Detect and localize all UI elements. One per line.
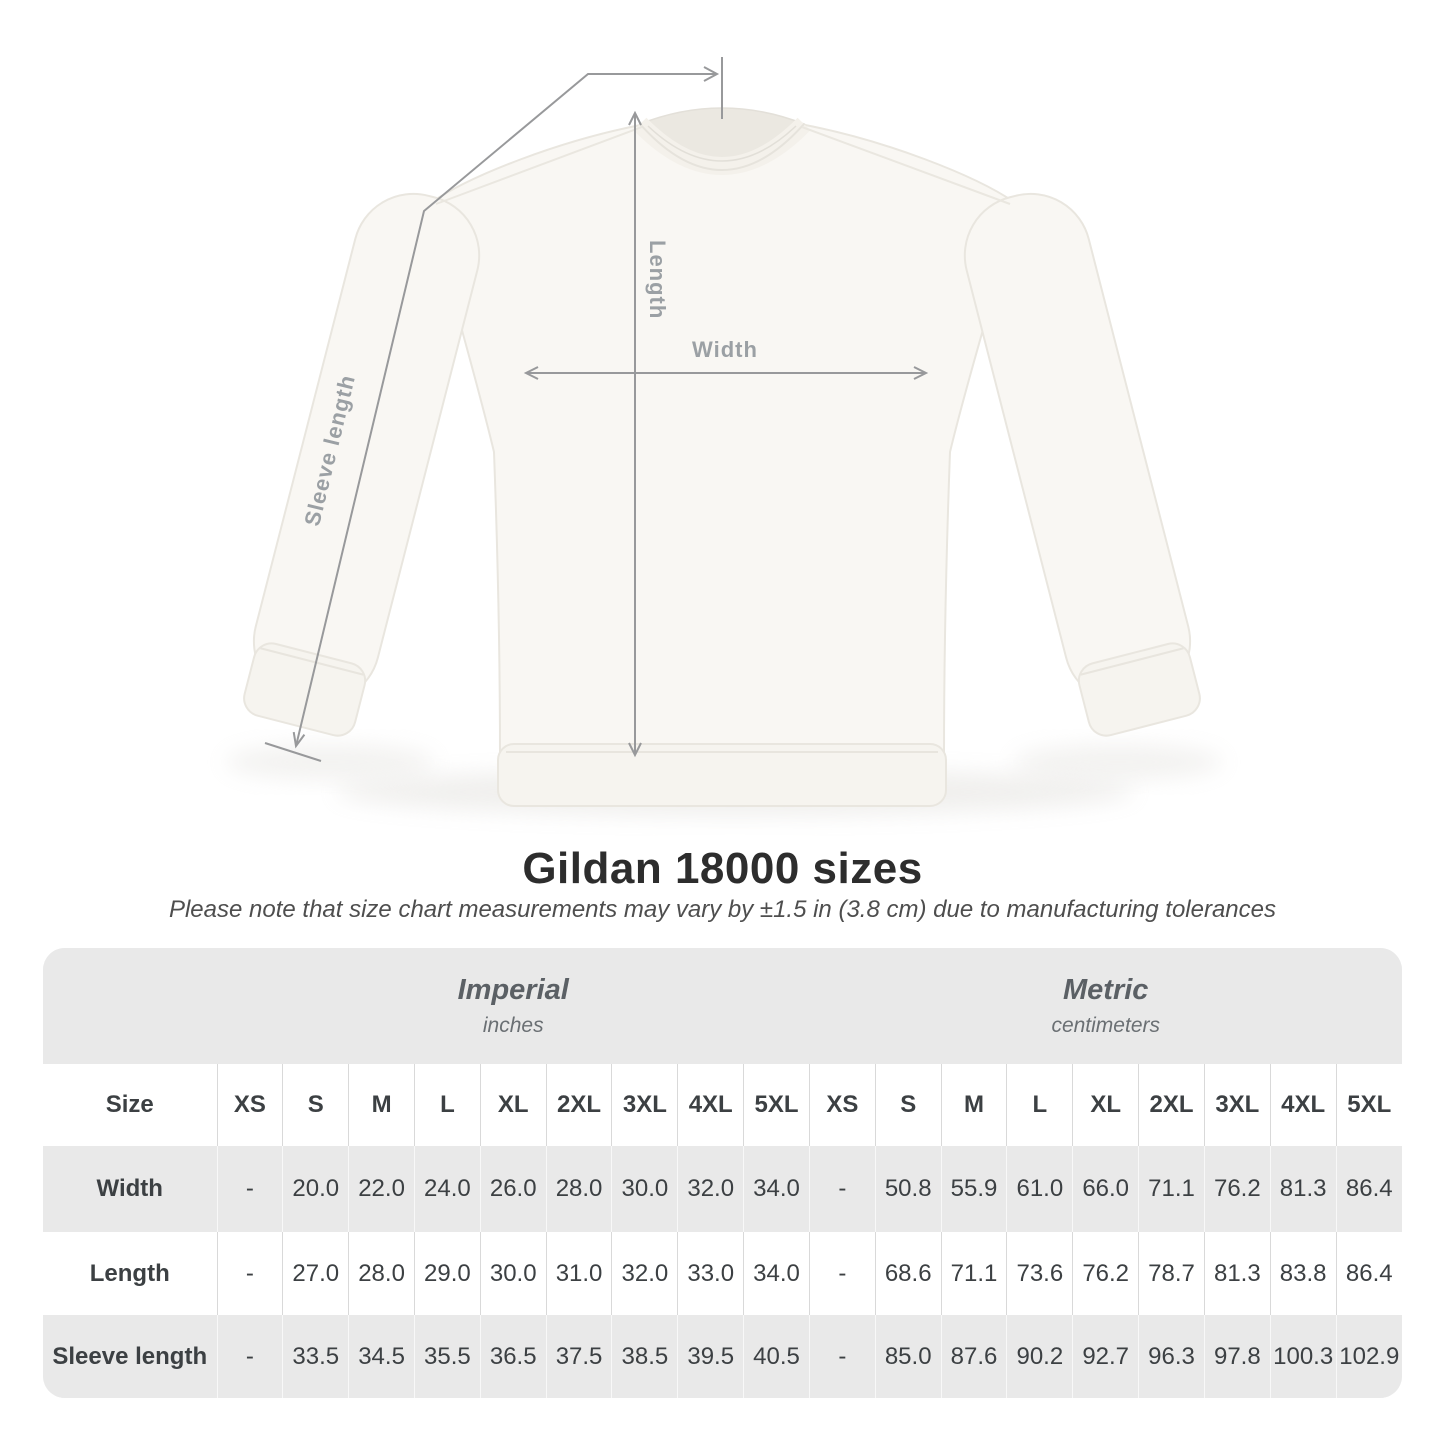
value-imperial-2xl: 31.0 [546, 1232, 612, 1315]
sleeve-length-measure-label: Sleeve length [299, 372, 361, 529]
value-imperial-xs: - [217, 1315, 283, 1398]
size-table-body [43, 948, 1402, 1398]
value-metric-xl: 92.7 [1073, 1315, 1139, 1398]
value-metric-s: 68.6 [875, 1232, 941, 1315]
value-imperial-4xl: 32.0 [678, 1146, 744, 1232]
band-corner-cell [43, 948, 217, 1064]
size-header-metric-l: L [1007, 1064, 1073, 1146]
size-header-metric-s: S [875, 1064, 941, 1146]
value-metric-5xl: 86.4 [1336, 1146, 1402, 1232]
size-header-imperial-s: S [283, 1064, 349, 1146]
size-header-imperial-3xl: 3XL [612, 1064, 678, 1146]
value-metric-xl: 66.0 [1073, 1146, 1139, 1232]
size-header-metric-m: M [941, 1064, 1007, 1146]
value-imperial-s: 27.0 [283, 1232, 349, 1315]
size-header-imperial-m: M [349, 1064, 415, 1146]
value-metric-s: 85.0 [875, 1315, 941, 1398]
value-metric-xs: - [809, 1146, 875, 1232]
size-header-metric-xs: XS [809, 1064, 875, 1146]
value-imperial-s: 20.0 [283, 1146, 349, 1232]
value-metric-xs: - [809, 1315, 875, 1398]
value-imperial-xl: 26.0 [480, 1146, 546, 1232]
size-header-metric-5xl: 5XL [1336, 1064, 1402, 1146]
size-header-row [43, 1064, 1402, 1146]
value-imperial-xs: - [217, 1232, 283, 1315]
value-imperial-5xl: 34.0 [744, 1146, 810, 1232]
row-label: Sleeve length [43, 1315, 217, 1398]
value-imperial-m: 22.0 [349, 1146, 415, 1232]
tolerance-note: Please note that size chart measurements may vary by ±1.5 in (3.8 cm) due to manufacturing tolerances [168, 896, 1277, 923]
value-imperial-2xl: 37.5 [546, 1315, 612, 1398]
value-metric-4xl: 81.3 [1270, 1146, 1336, 1232]
unit-band-row [43, 948, 1402, 1064]
value-imperial-4xl: 39.5 [678, 1315, 744, 1398]
value-metric-xs: - [809, 1232, 875, 1315]
value-metric-2xl: 78.7 [1139, 1232, 1205, 1315]
value-metric-5xl: 102.9 [1336, 1315, 1402, 1398]
value-imperial-l: 24.0 [414, 1146, 480, 1232]
imperial-unit: inches [482, 1014, 544, 1038]
value-imperial-2xl: 28.0 [546, 1146, 612, 1232]
row-label: Length [43, 1232, 217, 1315]
value-imperial-l: 35.5 [414, 1315, 480, 1398]
value-metric-5xl: 86.4 [1336, 1232, 1402, 1315]
table-row-length [43, 1232, 1402, 1315]
value-metric-3xl: 76.2 [1204, 1146, 1270, 1232]
value-metric-m: 71.1 [941, 1232, 1007, 1315]
length-measure-label: Length [645, 240, 670, 320]
value-metric-4xl: 83.8 [1270, 1232, 1336, 1315]
size-header-metric-xl: XL [1073, 1064, 1139, 1146]
imperial-band-cell [217, 948, 809, 1064]
metric-label: Metric [1063, 973, 1149, 1006]
size-table [43, 948, 1402, 1398]
value-imperial-xl: 30.0 [480, 1232, 546, 1315]
size-header-imperial-l: L [414, 1064, 480, 1146]
page-title: Gildan 18000 sizes [522, 844, 923, 893]
value-metric-l: 61.0 [1007, 1146, 1073, 1232]
value-metric-l: 90.2 [1007, 1315, 1073, 1398]
value-metric-2xl: 96.3 [1139, 1315, 1205, 1398]
metric-unit: centimeters [1051, 1014, 1160, 1038]
value-metric-4xl: 100.3 [1270, 1315, 1336, 1398]
size-corner-label: Size [43, 1064, 217, 1146]
size-header-imperial-2xl: 2XL [546, 1064, 612, 1146]
value-metric-m: 87.6 [941, 1315, 1007, 1398]
value-metric-3xl: 97.8 [1204, 1315, 1270, 1398]
size-header-metric-3xl: 3XL [1204, 1064, 1270, 1146]
value-imperial-5xl: 34.0 [744, 1232, 810, 1315]
value-metric-s: 50.8 [875, 1146, 941, 1232]
value-metric-3xl: 81.3 [1204, 1232, 1270, 1315]
size-chart [43, 948, 1402, 1398]
value-metric-xl: 76.2 [1073, 1232, 1139, 1315]
value-imperial-4xl: 33.0 [678, 1232, 744, 1315]
size-header-metric-2xl: 2XL [1139, 1064, 1205, 1146]
value-imperial-s: 33.5 [283, 1315, 349, 1398]
value-imperial-l: 29.0 [414, 1232, 480, 1315]
size-header-imperial-xl: XL [480, 1064, 546, 1146]
size-header-imperial-xs: XS [217, 1064, 283, 1146]
right-sleeve [952, 181, 1210, 741]
value-imperial-3xl: 32.0 [612, 1232, 678, 1315]
metric-band-cell [809, 948, 1402, 1064]
value-metric-l: 73.6 [1007, 1232, 1073, 1315]
imperial-label: Imperial [457, 973, 569, 1006]
size-header-imperial-5xl: 5XL [744, 1064, 810, 1146]
value-metric-2xl: 71.1 [1139, 1146, 1205, 1232]
table-row-sleeve-length [43, 1315, 1402, 1398]
value-imperial-m: 28.0 [349, 1232, 415, 1315]
value-metric-m: 55.9 [941, 1146, 1007, 1232]
value-imperial-xs: - [217, 1146, 283, 1232]
row-label: Width [43, 1146, 217, 1232]
value-imperial-xl: 36.5 [480, 1315, 546, 1398]
value-imperial-3xl: 30.0 [612, 1146, 678, 1232]
width-measure-label: Width [692, 337, 758, 362]
table-row-width [43, 1146, 1402, 1232]
value-imperial-5xl: 40.5 [744, 1315, 810, 1398]
size-header-metric-4xl: 4XL [1270, 1064, 1336, 1146]
size-header-imperial-4xl: 4XL [678, 1064, 744, 1146]
sweatshirt-body [432, 124, 1014, 756]
value-imperial-3xl: 38.5 [612, 1315, 678, 1398]
waistband [498, 744, 946, 806]
value-imperial-m: 34.5 [349, 1315, 415, 1398]
